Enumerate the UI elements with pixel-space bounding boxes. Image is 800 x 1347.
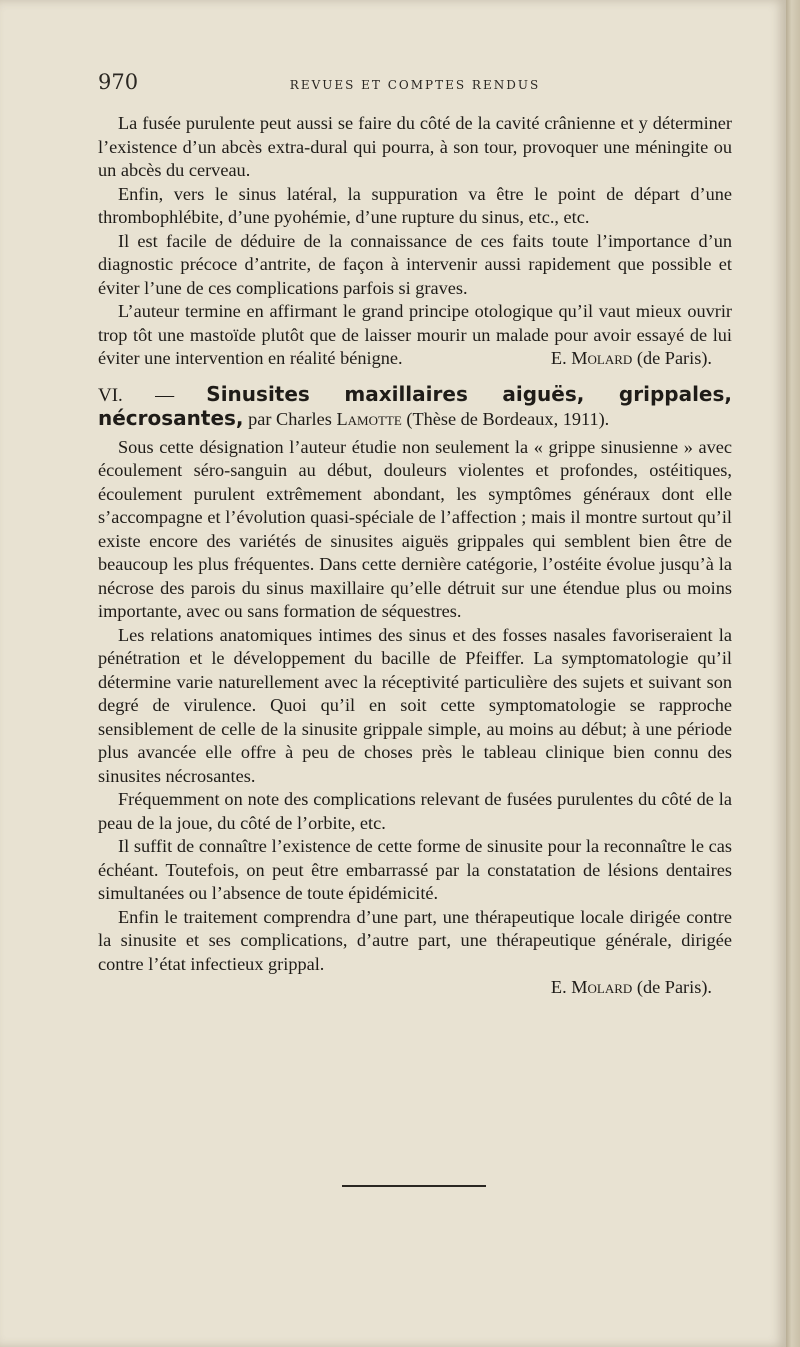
- running-head: REVUES ET COMPTES RENDUS: [289, 78, 541, 92]
- page-edge: [786, 0, 800, 1347]
- signature: E. Molard (de Paris).: [550, 977, 712, 997]
- paragraph: Fréquemment on note des complications relevant de fusées purulentes du côté de la peau de la joue, du côté de l’orbite, etc.: [98, 789, 732, 833]
- end-rule: [342, 1185, 486, 1187]
- author-name: Lamotte: [336, 409, 402, 429]
- paragraph: Sous cette désignation l’auteur étudie non seulement la « grippe sinusienne » avec écoulement séro-sanguin au début, douleurs violentes et profondes, ostéitiques, écoulement purulent extrêmement abondant, les symptômes généraux dont elle s’accompagne et l’évolution quasi-spéciale de l’affection ; mais il montre surtout qu’il existe encore des variétés de sinusites aiguës grippales qui semblent bien être de beaucoup les plus fréquentes. Dans cette dernière catégorie, l’ostéite évolue jusqu’à la nécrose des parois du sinus maxillaire qu’elle détruit sur une étendue plus ou moins importante, avec ou sans formation de séquestres.: [98, 436, 732, 621]
- paragraph: Enfin le traitement comprendra d’une part, une thérapeutique locale dirigée contre la sinusite et ses complications, d’autre part, une thérapeutique générale, dirigée contre l’état infectieux grippal.: [98, 906, 732, 974]
- signature-name: Molard: [571, 348, 633, 368]
- paragraph-text: L’auteur termine en affirmant le grand principe otologique qu’il vaut mieux ouvrir trop tôt une mastoïde plutôt que de laisser mourir un malade pour avoir essayé de lui éviter une intervention en réalité bénigne.: [98, 301, 732, 368]
- signature-name: Molard: [571, 977, 633, 997]
- paragraph: [98, 300, 732, 371]
- section-title-line: [98, 383, 732, 432]
- paragraph: Les relations anatomiques intimes des sinus et des fosses nasales favoriseraient la pénétration et le développement du bacille de Pfeiffer. La symptomatologie qu’il détermine varie naturellement avec la réceptivité particulière des sujets et suivant son degré de virulence. Quoi qu’il en soit cette symptomatologie se rapproche sensiblement de celle de la sinusite grippale simple, au moins au début; à une période plus avancée elle offre à peu de choses près le tableau clinique bien connu des sinusites nécrosantes.: [98, 624, 732, 786]
- section-heading: [98, 383, 732, 432]
- section-title: Sinusites maxillaires aiguës, grippales, nécrosantes,: [98, 381, 732, 430]
- signature: E. Molard (de Paris).: [550, 348, 712, 368]
- byline-prefix: par Charles: [248, 409, 332, 429]
- page-header: [98, 68, 732, 98]
- section-number: VI. —: [98, 384, 175, 406]
- paragraph: Il est facile de déduire de la connaissance de ces faits toute l’importance d’un diagnostic précoce d’antrite, de façon à intervenir aussi rapidement que possible et éviter l’une de ces complications parfois si graves.: [98, 230, 732, 298]
- page-number: 970: [98, 70, 139, 94]
- paragraph: Enfin, vers le sinus latéral, la suppuration va être le point de départ d’une thrombophlébite, d’une pyohémie, d’une rupture du sinus, etc., etc.: [98, 183, 732, 227]
- paragraph: Il suffit de connaître l’existence de cette forme de sinusite pour la reconnaître le cas échéant. Toutefois, on peut être embarrassé par la constatation de lésions dentaires simultanées ou l’absence de toute épidémicité.: [98, 836, 732, 903]
- body-text: [98, 112, 732, 1000]
- source: (Thèse de Bordeaux, 1911).: [406, 409, 610, 429]
- paragraph: La fusée purulente peut aussi se faire du côté de la cavité crânienne et y déterminer l’existence d’un abcès extra-dural qui pourra, à son tour, provoquer une méningite ou un abcès du cerveau.: [98, 113, 732, 180]
